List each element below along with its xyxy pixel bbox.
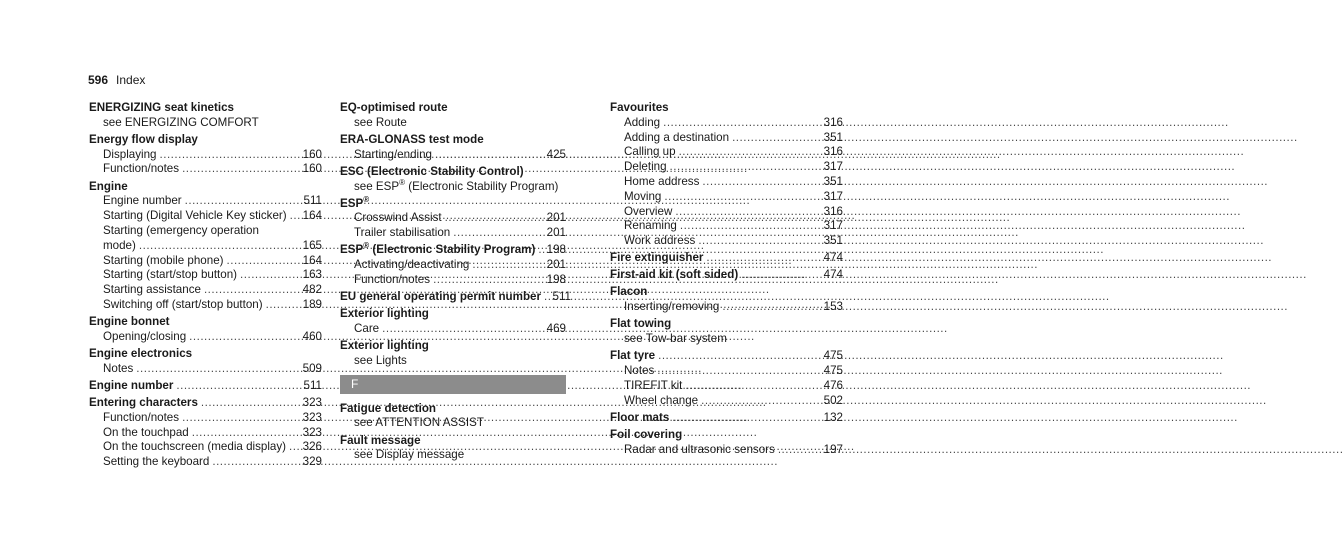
entry-title [340, 243, 535, 258]
page-ref[interactable]: 164 [302, 253, 322, 267]
entry-title: First-aid kit (soft sided) [610, 268, 739, 282]
page-ref[interactable]: 153 [823, 300, 843, 314]
index-entry [340, 402, 566, 432]
entry-title: EQ-optimised route [340, 101, 448, 114]
sub-entry: Function/notes [354, 272, 431, 286]
sub-entry: see Route [354, 115, 407, 129]
entry-title [340, 194, 370, 212]
index-entry [89, 396, 322, 470]
page-ref[interactable]: 198 [546, 272, 566, 286]
sub-entry: Opening/closing [103, 329, 187, 343]
page-ref[interactable]: 511 [303, 194, 322, 208]
index-entry [89, 133, 322, 177]
sub-entry: Inserting/removing [624, 300, 720, 314]
sub-entry: Wheel change [624, 393, 699, 407]
page-ref[interactable]: 425 [546, 147, 566, 161]
sub-entry: Activating/deactivating [354, 258, 470, 272]
sub-entry: Adding a destination [624, 130, 730, 144]
sub-entry: Crosswind Assist [354, 211, 442, 225]
sub-entry: Function/notes [103, 410, 180, 424]
sub-entry: Switching off (start/stop button) [103, 297, 263, 311]
index-entry [340, 307, 566, 337]
page-ref[interactable]: 482 [302, 283, 322, 297]
index-entry [610, 101, 843, 249]
index-entry [610, 268, 843, 283]
index-entry [340, 133, 566, 163]
entry-title: EU general operating permit number [340, 290, 541, 304]
sub-entry: Calling up [624, 145, 676, 159]
entry-title: Engine number [89, 378, 174, 392]
entry-title: Favourites [610, 101, 669, 114]
sub-entry: Moving [624, 189, 662, 203]
entry-title-text: (Electronic Stability Program) [369, 243, 536, 257]
index-entry [610, 428, 843, 458]
sub-entry: Renaming [624, 219, 677, 233]
sub-entry: Starting (start/stop button) [103, 268, 238, 282]
page-number: 596 [88, 73, 109, 87]
index-entry [610, 285, 843, 315]
index-entry [610, 317, 843, 347]
index-entry [610, 349, 843, 408]
page-ref[interactable]: 132 [823, 410, 843, 424]
sub-entry: see ATTENTION ASSIST [354, 416, 484, 430]
sub-entry: Starting assistance [103, 283, 201, 297]
page-ref[interactable]: 351 [823, 130, 843, 144]
page-ref[interactable]: 469 [546, 321, 566, 335]
index-entry [340, 339, 566, 369]
page-ref[interactable]: 476 [823, 378, 843, 392]
sub-entry: Function/notes [103, 162, 180, 176]
page-ref[interactable]: 323 [302, 425, 322, 439]
sub-entry: Starting (emergency operation [103, 223, 259, 237]
sub-entry: Home address [624, 174, 700, 188]
page-header [88, 73, 145, 87]
page-ref[interactable]: 317 [823, 189, 843, 203]
entry-title: Foil covering [610, 427, 683, 441]
sub-entry: see Tow-bar system [624, 332, 727, 346]
sub-entry: Care [354, 321, 380, 335]
sub-entry: On the touchscreen (media display) [103, 440, 287, 454]
sub-entry: Notes [103, 361, 134, 375]
sub-entry: Engine number [103, 194, 182, 208]
page-ref[interactable]: 511 [303, 378, 322, 392]
page-ref[interactable]: 197 [823, 442, 843, 456]
sub-entry: see ENERGIZING COMFORT [103, 115, 259, 129]
entry-title: Flat tyre [610, 349, 656, 363]
index-entry [340, 434, 566, 464]
page-ref[interactable]: 475 [823, 349, 843, 363]
sub-entry: Starting (mobile phone) [103, 253, 224, 267]
registered-mark: ® [363, 194, 370, 204]
page-ref[interactable]: 165 [302, 238, 322, 252]
page-ref[interactable]: 198 [546, 243, 566, 257]
index-entry [89, 379, 322, 394]
index-entry [610, 251, 843, 266]
sub-entry: Radar and ultrasonic sensors [624, 442, 775, 456]
sub-entry-text: see ESP [354, 179, 400, 193]
sub-entry: Trailer stabilisation [354, 226, 451, 240]
page-ref[interactable]: 163 [302, 268, 322, 282]
sub-entry [354, 177, 559, 195]
sub-entry: Starting (Digital Vehicle Key sticker) [103, 209, 287, 223]
index-entry [340, 165, 566, 195]
sub-entry: Overview [624, 204, 673, 218]
entry-title: Exterior lighting [340, 339, 429, 353]
page-ref[interactable]: 326 [302, 440, 322, 454]
sub-entry: see Lights [354, 353, 407, 367]
page-ref[interactable]: 189 [302, 297, 322, 311]
page-ref[interactable]: 201 [546, 211, 566, 225]
index-entry [340, 290, 571, 305]
entry-title: Flat towing [610, 317, 672, 331]
index-entry [89, 180, 322, 313]
entry-title: Energy flow display [89, 132, 198, 146]
page-ref[interactable]: 329 [302, 455, 322, 469]
sub-entry: On the touchpad [103, 425, 189, 439]
index-entry [340, 194, 566, 241]
index-column-2 [340, 101, 571, 465]
entry-title: Flacon [610, 285, 648, 299]
sub-entry-text: (Electronic Stability Program) [405, 179, 559, 193]
sub-entry: Deleting [624, 160, 667, 174]
registered-mark: ® [399, 177, 406, 187]
entry-title: Fire extinguisher [610, 251, 704, 265]
entry-title: Engine electronics [89, 346, 193, 360]
entry-title-text: ESP [340, 196, 364, 210]
entry-title: Exterior lighting [340, 307, 429, 321]
page-ref[interactable]: 160 [302, 147, 322, 161]
entry-title-text: ESP [340, 243, 364, 257]
entry-title: Engine bonnet [89, 315, 170, 329]
entry-title: Fatigue detection [340, 401, 436, 415]
page-ref[interactable]: 201 [546, 226, 566, 240]
sub-entry: Displaying [103, 147, 157, 161]
page-ref[interactable]: 316 [823, 204, 843, 218]
index-column-3 [610, 101, 843, 460]
page-ref[interactable]: 316 [823, 115, 843, 129]
sub-entry: see Display message [354, 448, 465, 462]
index-entry [89, 315, 322, 345]
page-ref[interactable]: 316 [823, 145, 843, 159]
entry-title: ESC (Electronic Stability Control) [340, 164, 524, 178]
page-ref[interactable]: 317 [823, 160, 843, 174]
page-ref[interactable]: 511 [552, 290, 571, 304]
page-ref[interactable]: 164 [302, 209, 322, 223]
page-section-title: Index [116, 73, 146, 87]
entry-title: Entering characters [89, 395, 198, 409]
page-ref[interactable]: 474 [823, 251, 843, 265]
index-entry [340, 101, 566, 131]
index-entry [89, 347, 322, 377]
index-column-1 [89, 101, 322, 472]
page-ref[interactable]: 460 [302, 329, 322, 343]
page-ref[interactable]: 502 [823, 393, 843, 407]
entry-title: Fault message [340, 433, 421, 447]
entry-title: Engine [89, 179, 128, 193]
page-ref[interactable]: 475 [823, 364, 843, 378]
page-ref[interactable]: 323 [302, 410, 322, 424]
page-ref[interactable]: 474 [823, 268, 843, 282]
sub-entry: Notes [624, 364, 655, 378]
sub-entry: TIREFIT kit [624, 378, 683, 392]
page-ref[interactable]: 323 [302, 395, 322, 409]
page-ref[interactable]: 317 [823, 219, 843, 233]
page-ref[interactable]: 509 [302, 361, 322, 375]
entry-title: ERA-GLONASS test mode [340, 132, 484, 146]
sub-entry: Starting/ending [354, 147, 432, 161]
index-entry [610, 411, 843, 426]
sub-entry: Adding [624, 115, 661, 129]
sub-entry: Setting the keyboard [103, 455, 210, 469]
section-letter-band: F [340, 375, 566, 394]
entry-title: Floor mats [610, 410, 670, 424]
page-ref[interactable]: 351 [823, 174, 843, 188]
page-ref[interactable]: 201 [546, 258, 566, 272]
registered-mark: ® [363, 241, 370, 251]
page-ref[interactable]: 160 [302, 162, 322, 176]
page-ref[interactable]: 351 [823, 234, 843, 248]
entry-title: ENERGIZING seat kinetics [89, 101, 234, 114]
index-entry [89, 101, 322, 131]
sub-entry-continued: mode) [103, 238, 136, 252]
sub-entry: Work address [624, 234, 696, 248]
index-entry [340, 243, 566, 287]
